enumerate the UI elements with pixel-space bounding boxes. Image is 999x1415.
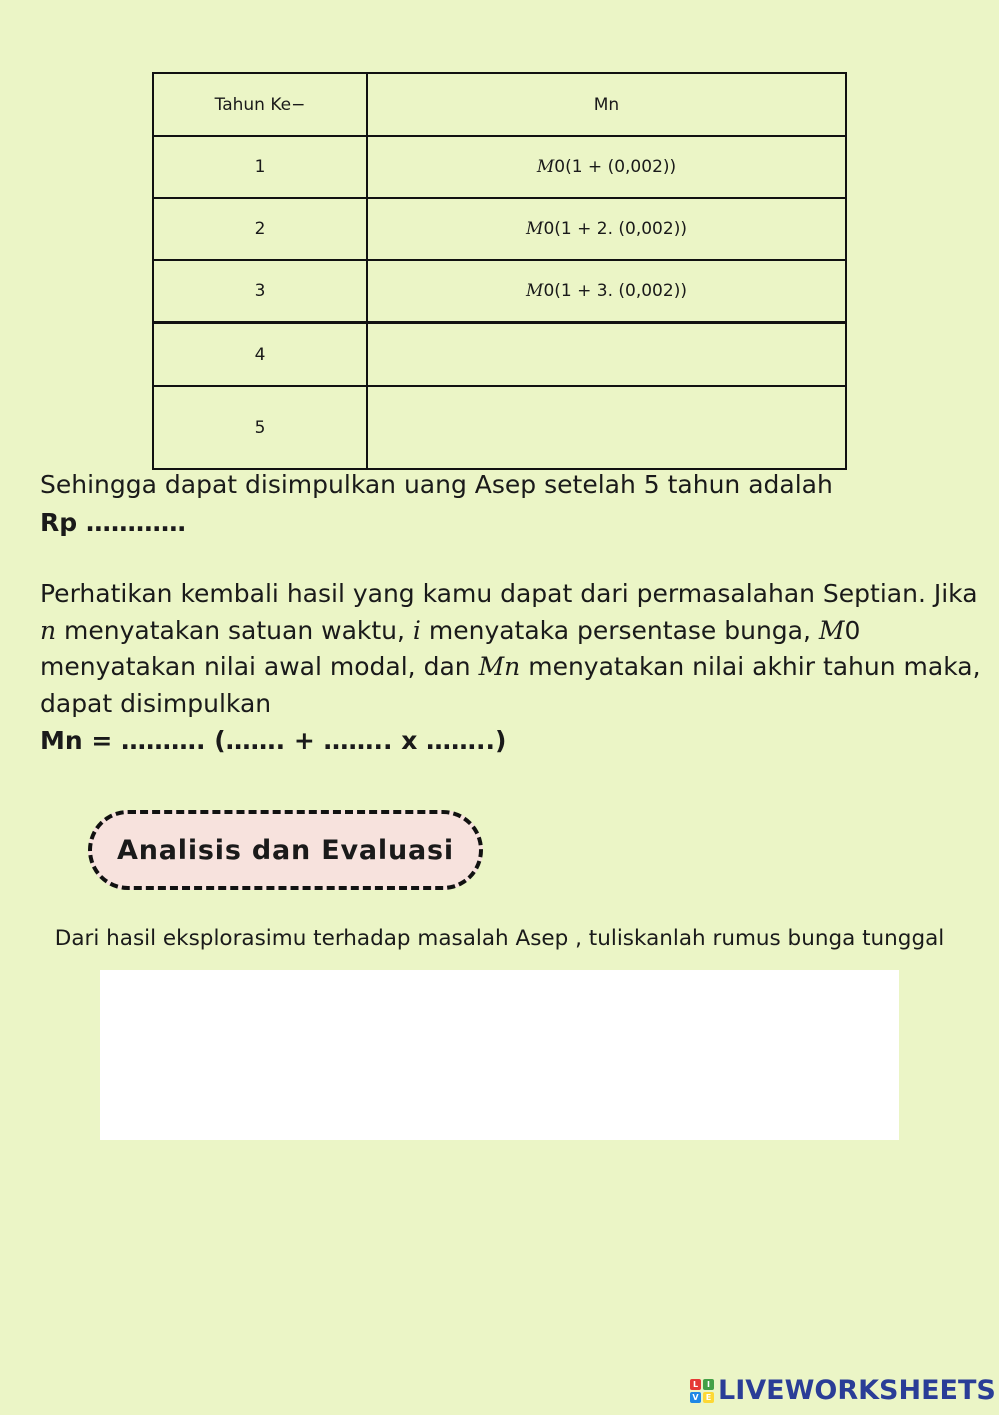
mn-input-cell[interactable] [368,387,845,468]
header-year: Tahun Ke− [154,74,368,135]
rp-blank[interactable]: Rp ………… [40,508,186,537]
text-span: menyataka persentase bunga, [420,616,819,645]
logo-icon [690,1379,714,1403]
section-title-pill [88,810,483,890]
text-span: 0 [844,616,861,645]
paragraph-line-3 [40,649,981,686]
logo-letter: V [690,1392,701,1403]
table-row [154,137,845,199]
paragraph-line-2 [40,613,860,650]
var-m: M [536,157,555,177]
var-m: M [526,281,544,301]
text-span: menyatakan nilai awal modal, dan [40,652,479,681]
text-span: menyatakan nilai akhir tahun maka, [520,652,981,681]
logo-letter: E [703,1392,714,1403]
header-mn: Mn [593,94,620,115]
year-cell: 4 [154,324,368,385]
mn-cell [368,199,845,259]
brand-text: LIVEWORKSHEETS [718,1375,996,1406]
paragraph-line-4: dapat disimpulkan [40,689,272,718]
formula-blank[interactable]: Mn = ………. (……. + …….. x ……..) [40,726,507,755]
table-header-row [154,74,845,137]
table-row [154,324,845,387]
paragraph-line-1: Perhatikan kembali hasil yang kamu dapat dari permasalahan Septian. Jika [40,579,978,608]
year-cell: 1 [154,137,368,197]
mn-input-cell[interactable] [368,324,845,385]
formula-text: 0(1 + 3. (0,002)) [543,281,687,301]
answer-textbox[interactable] [100,970,899,1140]
instruction-text: Dari hasil eksplorasimu terhadap masalah Asep , tuliskanlah rumus bunga tunggal [54,926,945,951]
year-cell: 3 [154,261,368,321]
text-span: menyatakan satuan waktu, [56,616,413,645]
var-m: M [818,616,845,645]
table-row [154,261,845,324]
var-i: i [412,616,421,645]
logo-letter: I [703,1379,714,1390]
mn-cell [368,137,845,197]
year-cell: 2 [154,199,368,259]
var-mn: Mn [478,652,521,681]
formula-text: 0(1 + (0,002)) [554,157,677,177]
growth-table [152,72,847,470]
var-n: n [40,616,57,645]
table-row [154,199,845,261]
logo-letter: L [690,1379,701,1390]
table-row [154,387,845,468]
mn-cell [368,261,845,321]
formula-text: 0(1 + 2. (0,002)) [543,219,687,239]
var-m: M [526,219,544,239]
conclusion-text: Sehingga dapat disimpulkan uang Asep setelah 5 tahun adalah [40,470,833,499]
liveworksheets-logo [690,1375,996,1406]
year-cell: 5 [154,387,368,468]
section-title: Analisis dan Evaluasi [117,834,454,866]
